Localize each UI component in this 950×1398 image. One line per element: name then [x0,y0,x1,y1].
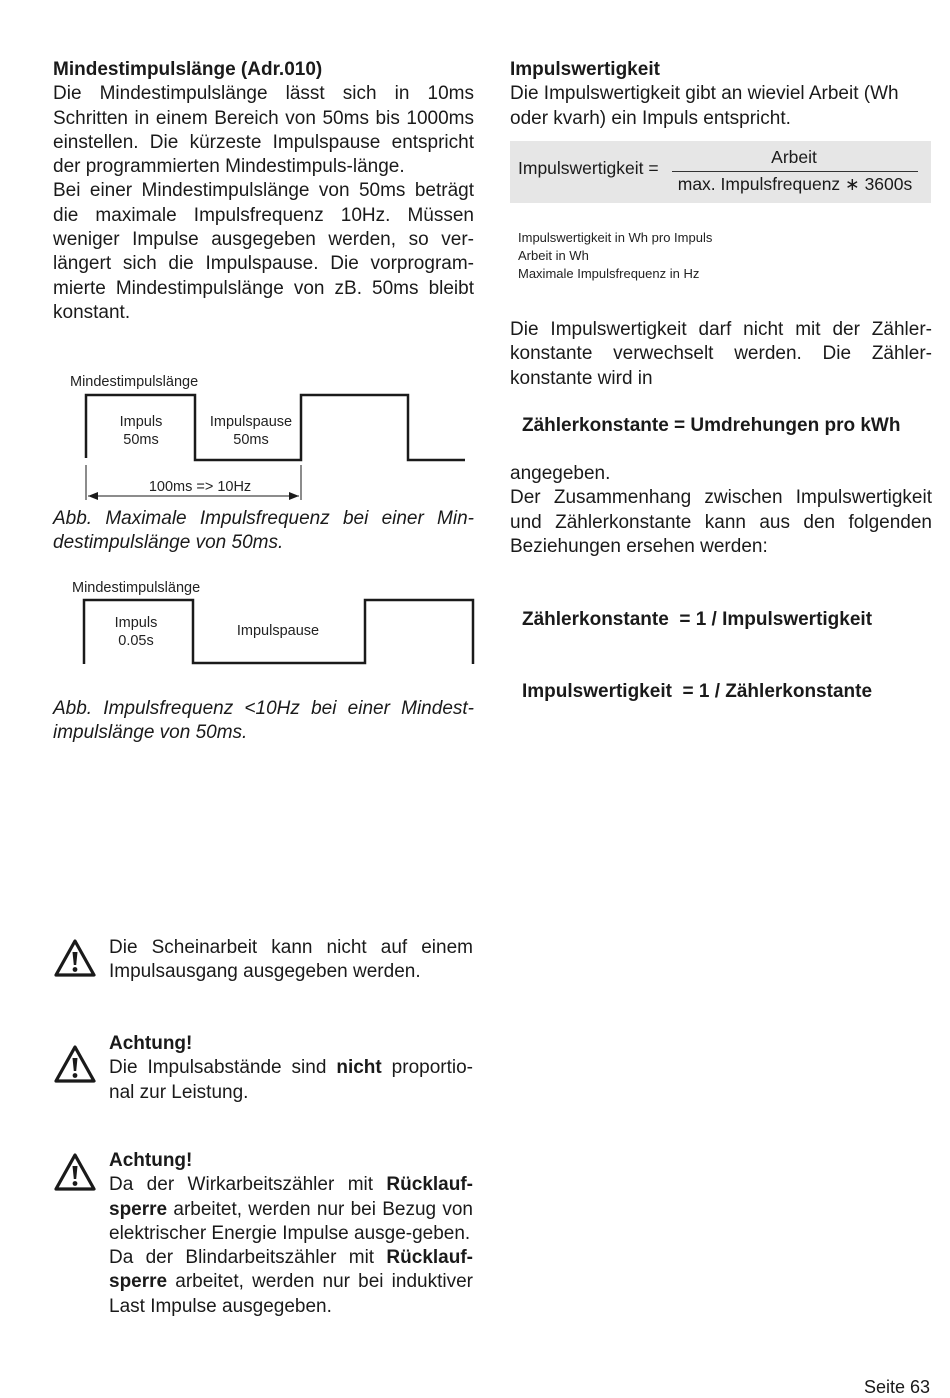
warning2-block [109,1032,473,1105]
diagram2-pulse-label: Impuls 0.05s [114,615,158,649]
caption1: Abb. Maximale Impulsfrequenz bei einer Min-destimpulslänge von 50ms. [53,508,474,554]
legend-item: Maximale Impulsfrequenz in Hz [518,266,700,281]
diagram1-period-label: 100ms => 10Hz [148,479,252,495]
legend-item: Arbeit in Wh [518,248,589,263]
section-heading-impulswertigkeit: Impulswertigkeit [510,59,660,80]
diagram1-title: Mindestimpulslänge [70,374,199,390]
formula-denominator: max. Impulsfrequenz ∗ 3600s [677,174,913,194]
warning3-text2: Da der Blindarbeitszähler mit Rücklauf-sperre arbeitet, werden nur bei induktiver Last Impulse ausgegeben. [109,1247,473,1317]
relation-1: Zählerkonstante = 1 / Impulswertigkeit [522,608,873,630]
paragraph-zaehlerkonstante: Die Impulswertigkeit darf nicht mit der Zähler-konstante verwechselt werden. Die Zähler-konstante wird in [510,319,932,389]
warning3-text1: Da der Wirkarbeitszähler mit Rücklauf-sperre arbeitet, werden nur bei Bezug von elektrischer Energie Impulse ausge-geben. [109,1174,473,1244]
right-column-intro [510,58,932,131]
warning2-title: Achtung! [109,1033,193,1054]
warning1-text: Die Scheinarbeit kann nicht auf einem Impulsausgang ausgegeben werden. [109,937,473,983]
page-number: Seite 63 [863,1377,930,1397]
formula-box [510,141,931,203]
warning3-title: Achtung! [109,1150,193,1171]
diagram1-pause-label: Impulspause 50ms [209,414,293,448]
paragraph-zusammenhang: angegeben. Der Zusammenhang zwischen Impulswertigkeit und Zählerkonstante kann aus den folgenden Beziehungen ersehen werden: [510,463,932,557]
constant-formula: Zählerkonstante = Umdrehungen pro kWh [522,415,901,436]
warning-triangle-icon [53,1152,97,1192]
warning2-text: Die Impulsabstände sind nicht proportio-nal zur Leistung. [109,1057,473,1103]
paragraph: Bei einer Mindestimpulslänge von 50ms beträgt die maximale Impulsfrequenz 10Hz. Müssen weniger Impulse ausgegeben werden, so ver-längert sich die Impulspause. Die vorprogram-mierte Mindestimpulslänge von zB. 50ms bleibt konstant. [53,180,474,323]
fraction-bar [672,171,918,172]
relation-2: Impulswertigkeit = 1 / Zählerkonstante [522,681,873,703]
diagram1-pulse-label: Impuls 50ms [119,414,163,448]
caption2: Abb. Impulsfrequenz <10Hz bei einer Mindest-impulslänge von 50ms. [53,698,474,744]
formula-numerator: Arbeit [771,147,817,167]
formula-lhs: Impulswertigkeit = [518,158,659,178]
diagram2-title: Mindestimpulslänge [72,580,201,596]
paragraph: Die Impulswertigkeit gibt an wieviel Arbeit (Wh oder kvarh) ein Impuls entspricht. [510,83,899,129]
relations [522,559,932,729]
diagram2-pause-label: Impulspause [236,623,320,639]
warning-triangle-icon [53,938,97,978]
section-heading-mindestimpulslaenge: Mindestimpulslänge (Adr.010) [53,59,323,80]
warning3-block [109,1149,473,1319]
formula-legend [518,229,712,283]
legend-item: Impulswertigkeit in Wh pro Impuls [518,230,713,245]
warning-triangle-icon [53,1044,97,1084]
paragraph: Die Mindestimpulslänge lässt sich in 10ms Schritten in einem Bereich von 50ms bis 1000ms einstellen. Die kürzeste Impulspause entspricht der programmierten Mindestimpuls-länge. [53,83,474,178]
